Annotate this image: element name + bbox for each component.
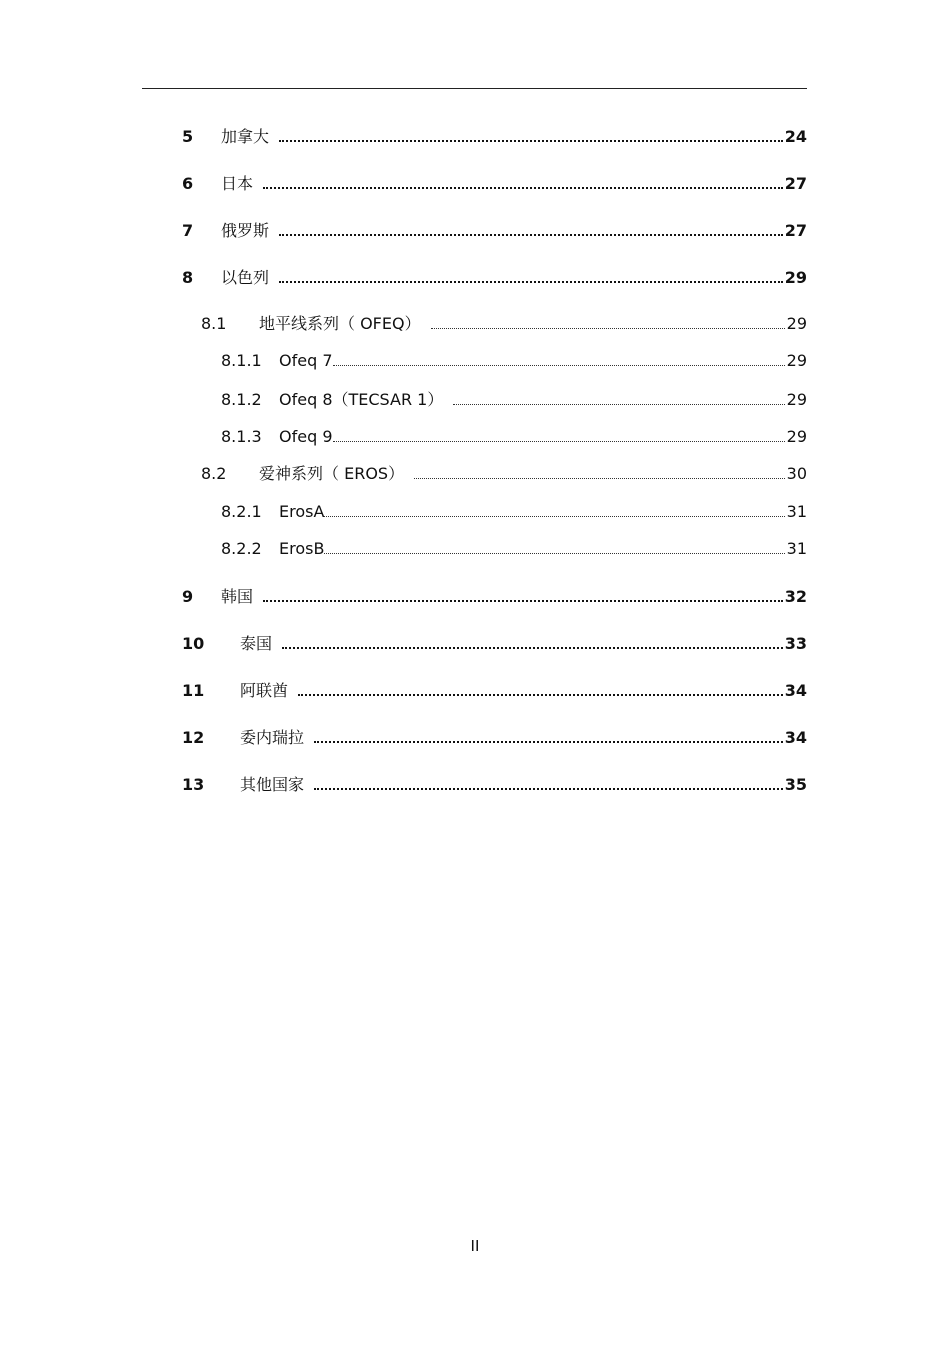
toc-dot-leader <box>279 220 783 236</box>
toc-entry-title: 日本 <box>221 174 254 193</box>
toc-dot-leader <box>324 503 784 517</box>
toc-entry-10[interactable] <box>182 633 807 654</box>
toc-entry-title: ErosB <box>279 539 325 558</box>
toc-dot-leader <box>431 315 785 329</box>
toc-entry-number: 8.2.1 <box>221 502 262 521</box>
toc-dot-leader <box>298 680 783 696</box>
toc-entry-title: Ofeq 9 <box>279 427 333 446</box>
toc-entry-title: 以色列 <box>221 268 270 287</box>
toc-entry-number: 11 <box>182 681 205 700</box>
toc-entry-8[interactable] <box>182 267 807 288</box>
toc-entry-page: 27 <box>784 174 807 193</box>
toc-entry-12[interactable] <box>182 727 807 748</box>
toc-entry-number: 13 <box>182 775 205 794</box>
toc-entry-13[interactable] <box>182 774 807 795</box>
toc-entry-page: 29 <box>786 427 807 446</box>
toc-entry-title: 委内瑞拉 <box>240 728 305 747</box>
toc-entry-number: 8.2 <box>201 464 227 483</box>
toc-dot-leader <box>414 465 785 479</box>
toc-dot-leader <box>279 267 783 283</box>
toc-entry-8-2-1[interactable] <box>221 502 807 522</box>
toc-entry-title: 爱神系列（ EROS） <box>259 464 405 483</box>
toc-dot-leader <box>324 540 784 554</box>
toc-entry-title: ErosA <box>279 502 325 521</box>
toc-entry-title: Ofeq 7 <box>279 351 333 370</box>
toc-entry-page: 34 <box>784 681 807 700</box>
toc-entry-number: 10 <box>182 634 205 653</box>
toc-entry-number: 8.1.2 <box>221 390 262 409</box>
toc-entry-11[interactable] <box>182 680 807 701</box>
toc-dot-leader <box>314 774 783 790</box>
toc-entry-8-1-2[interactable] <box>221 390 807 410</box>
toc-entry-number: 12 <box>182 728 205 747</box>
toc-entry-title: 泰国 <box>240 634 273 653</box>
toc-dot-leader <box>453 391 784 405</box>
toc-dot-leader <box>263 586 783 602</box>
toc-dot-leader <box>263 173 783 189</box>
toc-dot-leader <box>282 633 783 649</box>
toc-dot-leader <box>333 352 785 366</box>
toc-entry-page: 29 <box>786 390 807 409</box>
toc-dot-leader <box>333 428 785 442</box>
toc-entry-number: 5 <box>182 127 194 146</box>
toc-entry-8-1-3[interactable] <box>221 427 807 447</box>
toc-entry-page: 29 <box>786 351 807 370</box>
toc-entry-number: 8.1.3 <box>221 427 262 446</box>
toc-entry-title: Ofeq 8（TECSAR 1） <box>279 390 444 409</box>
toc-entry-number: 8.2.2 <box>221 539 262 558</box>
toc-dot-leader <box>279 126 783 142</box>
toc-entry-page: 24 <box>784 127 807 146</box>
toc-entry-page: 30 <box>786 464 807 483</box>
toc-entry-page: 31 <box>786 502 807 521</box>
toc-entry-page: 35 <box>784 775 807 794</box>
toc-entry-number: 7 <box>182 221 194 240</box>
toc-entry-8-2[interactable] <box>201 464 807 484</box>
toc-entry-9[interactable] <box>182 586 807 607</box>
toc-entry-8-1-1[interactable] <box>221 351 807 371</box>
toc-entry-6[interactable] <box>182 173 807 194</box>
page-number: II <box>470 1238 480 1255</box>
toc-entry-page: 31 <box>786 539 807 558</box>
toc-entry-number: 8.1.1 <box>221 351 262 370</box>
toc-entry-number: 8 <box>182 268 194 287</box>
toc-dot-leader <box>314 727 783 743</box>
toc-entry-number: 9 <box>182 587 194 606</box>
toc-entry-title: 其他国家 <box>240 775 305 794</box>
toc-entry-page: 27 <box>784 221 807 240</box>
toc-entry-title: 阿联酋 <box>240 681 289 700</box>
toc-entry-title: 地平线系列（ OFEQ） <box>259 314 421 333</box>
toc-entry-8-2-2[interactable] <box>221 539 807 559</box>
toc-entry-title: 俄罗斯 <box>221 221 270 240</box>
toc-entry-page: 34 <box>784 728 807 747</box>
toc-entry-title: 韩国 <box>221 587 254 606</box>
toc-entry-number: 8.1 <box>201 314 227 333</box>
toc-entry-number: 6 <box>182 174 194 193</box>
toc-entry-8-1[interactable] <box>201 314 807 334</box>
toc-entry-page: 32 <box>784 587 807 606</box>
toc-entry-page: 33 <box>784 634 807 653</box>
toc-entry-page: 29 <box>786 314 807 333</box>
toc-entry-title: 加拿大 <box>221 127 270 146</box>
toc-entry-5[interactable] <box>182 126 807 147</box>
toc-entry-page: 29 <box>784 268 807 287</box>
toc-entry-7[interactable] <box>182 220 807 241</box>
